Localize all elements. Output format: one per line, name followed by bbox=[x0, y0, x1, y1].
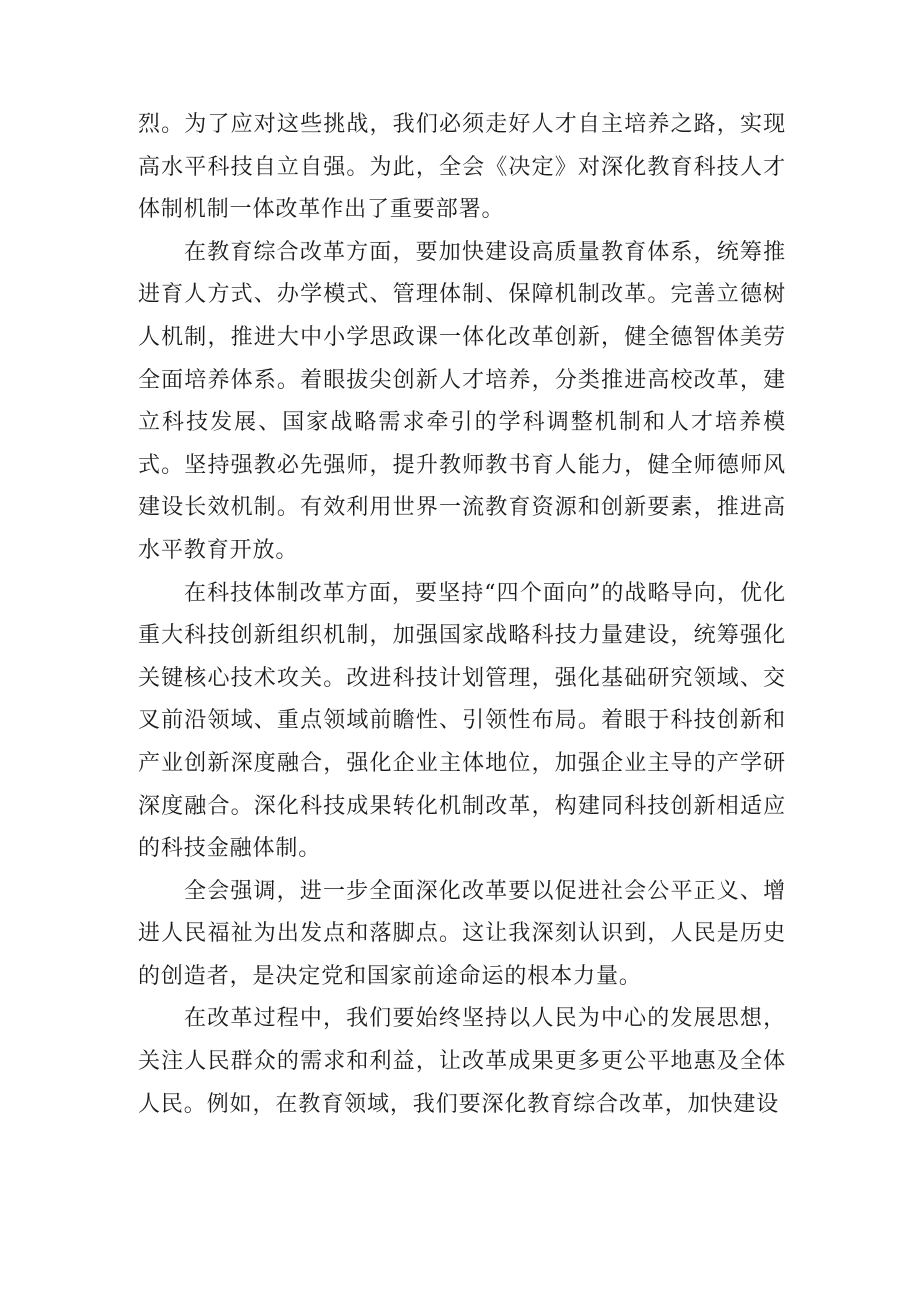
paragraph-3: 在科技体制改革方面，要坚持“四个面向”的战略导向，优化重大科技创新组织机制，加强国家战略科技力量建设，统筹强化关键核心技术攻关。改进科技计划管理，强化基础研究领域、交叉前沿领域、重点领域前瞻性、引领性布局。着眼于科技创新和产业创新深度融合，强化企业主体地位，加强企业主导的产学研深度融合。深化科技成果转化机制改革，构建同科技创新相适应的科技金融体制。 bbox=[138, 580, 786, 862]
paragraph-5: 在改革过程中，我们要始终坚持以人民为中心的发展思想，关注人民群众的需求和利益，让改革成果更多更公平地惠及全体人民。例如，在教育领域，我们要深化教育综合改革，加快建设 bbox=[138, 1006, 786, 1117]
paragraph-4: 全会强调，进一步全面深化改革要以促进社会公平正义、增进人民福祉为出发点和落脚点。这让我深刻认识到，人民是历史的创造者，是决定党和国家前途命运的根本力量。 bbox=[138, 878, 786, 989]
paragraph-2: 在教育综合改革方面，要加快建设高质量教育体系，统筹推进育人方式、办学模式、管理体制、保障机制改革。完善立德树人机制，推进大中小学思政课一体化改革创新，健全德智体美劳全面培养体系。着眼拔尖创新人才培养，分类推进高校改革，建立科技发展、国家战略需求牵引的学科调整机制和人才培养模式。坚持强教必先强师，提升教师教书育人能力，健全师德师风建设长效机制。有效利用世界一流教育资源和创新要素，推进高水平教育开放。 bbox=[138, 239, 786, 563]
document-body bbox=[138, 104, 786, 1126]
paragraph-1: 烈。为了应对这些挑战，我们必须走好人才自主培养之路，实现高水平科技自立自强。为此，全会《决定》对深化教育科技人才体制机制一体改革作出了重要部署。 bbox=[138, 112, 786, 223]
